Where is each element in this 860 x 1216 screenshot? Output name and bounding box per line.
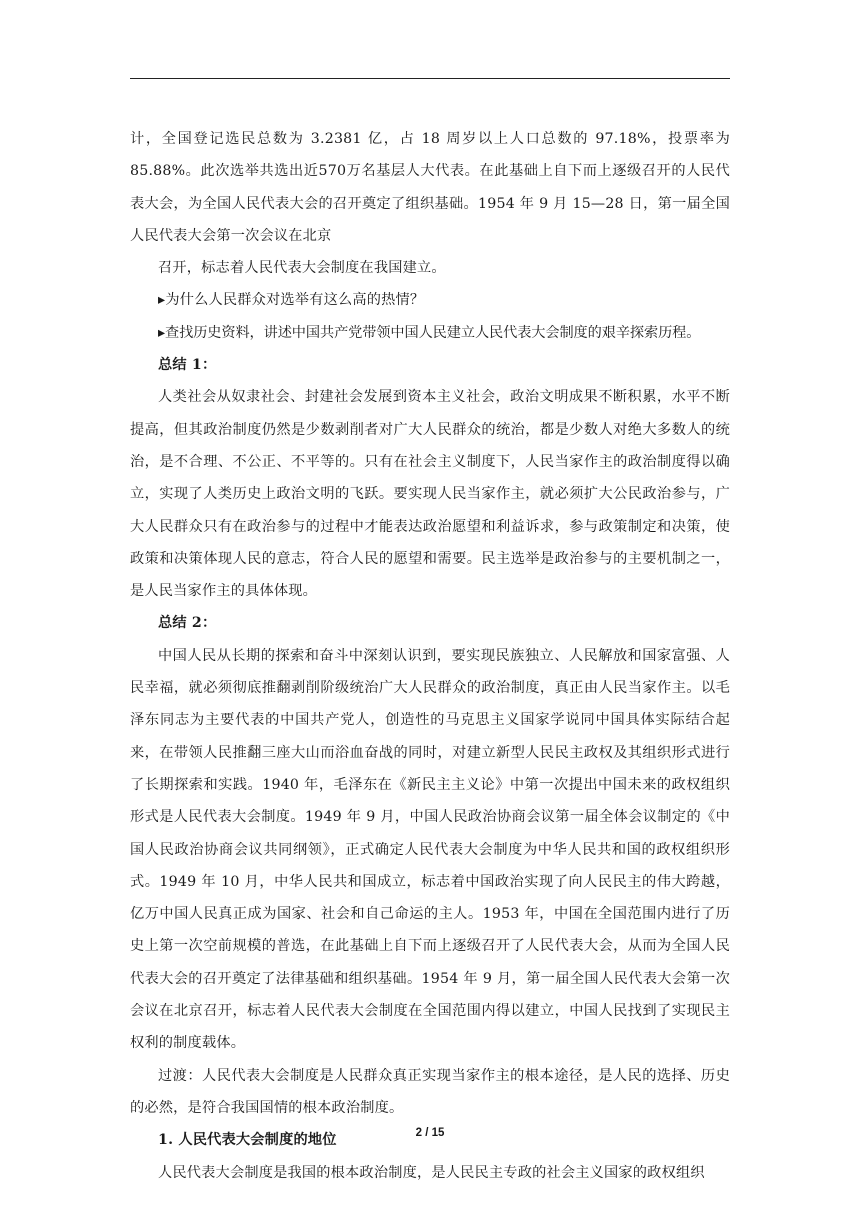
paragraph-census: 计，全国登记选民总数为 3.2381 亿，占 18 周岁以上人口总数的 97.18%，投票率为 85.88%。此次选举共选出近570万名基层人大代表。在此基础上自下而上逐级召开的人民代表大会，为全国人民代表大会的召开奠定了组织基础。1954 年 9 月 15—28 日，第一届全国人民代表大会第一次会议在北京 bbox=[130, 131, 730, 244]
question-history-research: ▸查找历史资料，讲述中国共产党带领中国人民建立人民代表大会制度的艰辛探索历程。 bbox=[158, 324, 701, 341]
paragraph-congress-founded: 召开，标志着人民代表大会制度在我国建立。 bbox=[158, 260, 446, 277]
document-body bbox=[130, 123, 730, 1189]
transition-paragraph: 过渡：人民代表大会制度是人民群众真正实现当家作主的根本途径，是人民的选择、历史的必然，是符合我国国情的根本政治制度。 bbox=[130, 1067, 730, 1116]
summary-2-body: 中国人民从长期的探索和奋斗中深刻认识到，要实现民族独立、人民解放和国家富强、人民幸福，就必须彻底推翻剥削阶级统治广大人民群众的政治制度，真正由人民当家作主。以毛泽东同志为主要代表的中国共产党人，创造性的马克思主义国家学说同中国具体实际结合起来，在带领人民推翻三座大山而浴血奋战的同时，对建立新型人民民主政权及其组织形式进行了长期探索和实践。1940 年，毛泽东在《新民主主义论》中第一次提出中国未来的政权组织形式是人民代表大会制度。1949 年 9 月，中国人民政治协商会议第一届全体会议制定的《中国人民政治协商会议共同纲领》，正式确定人民代表大会制度为中华人民共和国的政权组织形式。1949 年 10 月，中华人民共和国成立，标志着中国政治实现了向人民民主的伟大跨越，亿万中国人民真正成为国家、社会和自己命运的主人。1953 年，中国在全国范围内进行了历史上第一次空前规模的普选，在此基础上自下而上逐级召开了人民代表大会，从而为全国人民代表大会的召开奠定了法律基础和组织基础。1954 年 9 月，第一届全国人民代表大会第一次会议在北京召开，标志着人民代表大会制度在全国范围内得以建立，中国人民找到了实现民主权利的制度载体。 bbox=[130, 647, 730, 1052]
paragraph-status-body: 人民代表大会制度是我国的根本政治制度，是人民民主专政的社会主义国家的政权组织 bbox=[158, 1164, 705, 1181]
page-number: 2 / 15 bbox=[415, 1127, 445, 1139]
section-heading-status: 1. 人民代表大会制度的地位 bbox=[158, 1132, 337, 1149]
summary-1-heading: 总结 1： bbox=[158, 357, 217, 374]
summary-2-heading: 总结 2： bbox=[158, 615, 217, 632]
summary-1-body: 人类社会从奴隶社会、封建社会发展到资本主义社会，政治文明成果不断积累，水平不断提高，但其政治制度仍然是少数剥削者对广大人民群众的统治，都是少数人对绝大多数人的统治，是不合理、不公正、不平等的。只有在社会主义制度下，人民当家作主的政治制度得以确立，实现了人类历史上政治文明的飞跃。要实现人民当家作主，就必须扩大公民政治参与，广大人民群众只有在政治参与的过程中才能表达政治愿望和利益诉求，参与政策制定和决策，使政策和决策体现人民的意志，符合人民的愿望和需要。民主选举是政治参与的主要机制之一，是人民当家作主的具体体现。 bbox=[130, 389, 730, 600]
header-rule bbox=[130, 78, 730, 79]
question-election-enthusiasm: ▸为什么人民群众对选举有这么高的热情？ bbox=[158, 292, 425, 309]
